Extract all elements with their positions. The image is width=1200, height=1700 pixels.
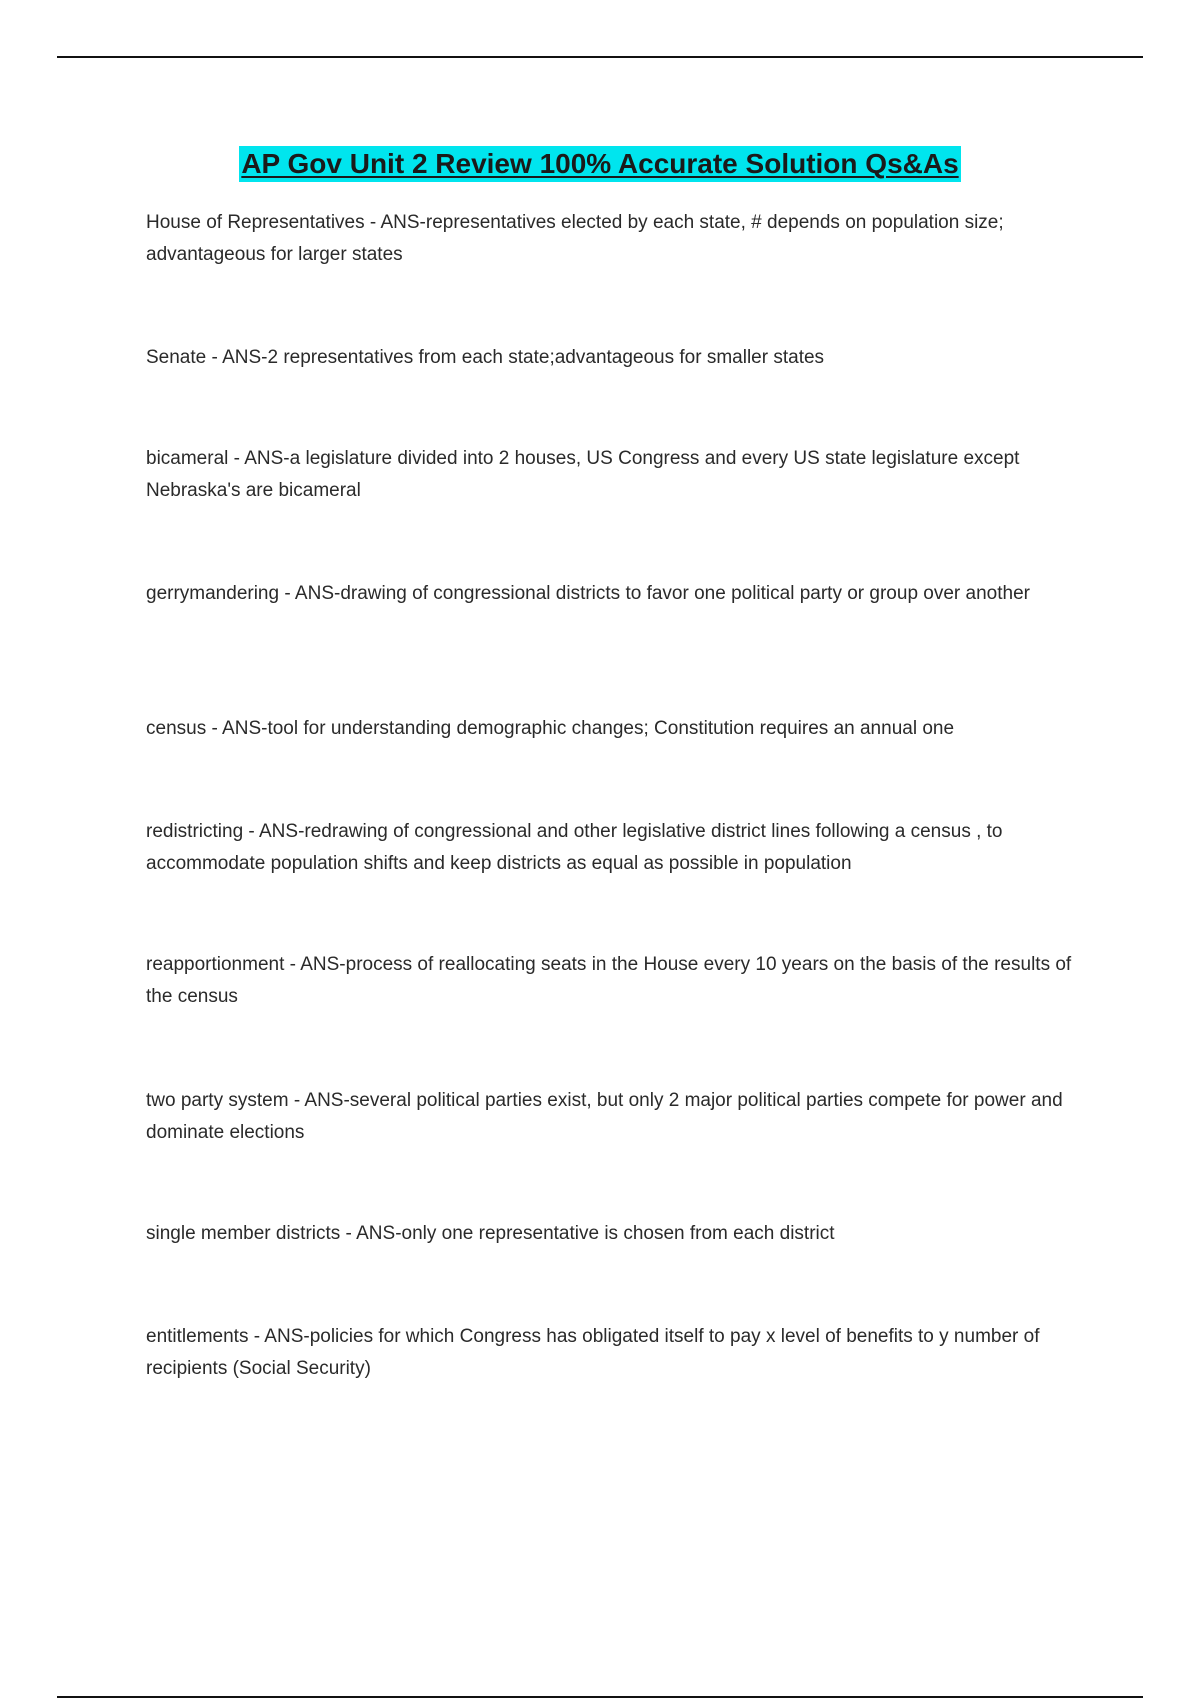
entry-term: reapportionment xyxy=(146,954,285,975)
qa-entry-single-member-districts xyxy=(146,1218,1091,1250)
entry-term: Senate xyxy=(146,347,207,368)
entry-separator: - xyxy=(243,821,259,842)
entry-answer: several political parties exist, but only 2 major political parties compete for power and dominate elections xyxy=(146,1090,1063,1143)
entry-separator: - xyxy=(206,718,223,739)
qa-entry-bicameral xyxy=(146,443,1091,507)
entry-answer-prefix: ANS- xyxy=(264,1326,310,1347)
entry-separator: - xyxy=(284,954,301,975)
entry-answer-prefix: ANS- xyxy=(222,347,268,368)
entry-answer-prefix: ANS- xyxy=(222,718,268,739)
title-container xyxy=(0,146,1200,182)
entry-separator: - xyxy=(228,448,245,469)
entry-answer-prefix: ANS- xyxy=(300,954,346,975)
qa-entry-house-of-representatives xyxy=(146,207,1091,271)
entry-answer: 2 representatives from each state;advantageous for smaller states xyxy=(267,347,825,368)
entry-term: gerrymandering xyxy=(146,583,280,604)
qa-entry-reapportionment xyxy=(146,949,1091,1013)
entry-answer: drawing of congressional districts to favor one political party or group over another xyxy=(340,583,1030,604)
entry-term: House of Representatives xyxy=(146,212,365,233)
entry-term: two party system xyxy=(146,1090,289,1111)
entry-term: entitlements xyxy=(146,1326,249,1347)
entry-answer: representatives elected by each state, # depends on population size; advantageous for larger states xyxy=(146,212,1004,265)
footer-rule xyxy=(57,1696,1143,1698)
qa-entry-redistricting xyxy=(146,816,1091,880)
header-rule xyxy=(57,56,1143,58)
entry-separator: - xyxy=(364,212,381,233)
entry-answer: process of reallocating seats in the House every 10 years on the basis of the results of the census xyxy=(146,954,1072,1007)
entry-answer-prefix: ANS- xyxy=(380,212,426,233)
qa-entry-two-party-system xyxy=(146,1085,1091,1149)
entry-term: census xyxy=(146,718,207,739)
qa-entry-senate xyxy=(146,342,1091,374)
entry-answer: a legislature divided into 2 houses, US Congress and every US state legislature except Nebraska's are bicameral xyxy=(146,448,1020,501)
entry-answer-prefix: ANS- xyxy=(259,821,305,842)
entry-term: bicameral xyxy=(146,448,229,469)
qa-entry-gerrymandering xyxy=(146,578,1091,610)
entry-separator: - xyxy=(206,347,223,368)
entry-term: single member districts xyxy=(146,1223,341,1244)
entry-answer-prefix: ANS- xyxy=(304,1090,350,1111)
entry-separator: - xyxy=(340,1223,357,1244)
qa-entry-entitlements xyxy=(146,1321,1091,1385)
entry-answer-prefix: ANS- xyxy=(356,1223,402,1244)
entry-separator: - xyxy=(279,583,295,604)
entry-answer: policies for which Congress has obligated itself to pay x level of benefits to y number of recipients (Social Security) xyxy=(146,1326,1040,1379)
entry-separator: - xyxy=(248,1326,265,1347)
qa-entry-census xyxy=(146,713,1091,745)
document-title: AP Gov Unit 2 Review 100% Accurate Solution Qs&As xyxy=(239,146,960,182)
entry-answer: redrawing of congressional and other legislative district lines following a census , to accommodate population shifts and keep districts as equal as possible in population xyxy=(146,821,1003,874)
entry-answer: only one representative is chosen from each district xyxy=(401,1223,835,1244)
entry-answer-prefix: ANS- xyxy=(294,583,341,604)
entry-answer: tool for understanding demographic changes; Constitution requires an annual one xyxy=(267,718,955,739)
entry-separator: - xyxy=(288,1090,305,1111)
entry-answer-prefix: ANS- xyxy=(244,448,290,469)
entry-term: redistricting xyxy=(146,821,244,842)
